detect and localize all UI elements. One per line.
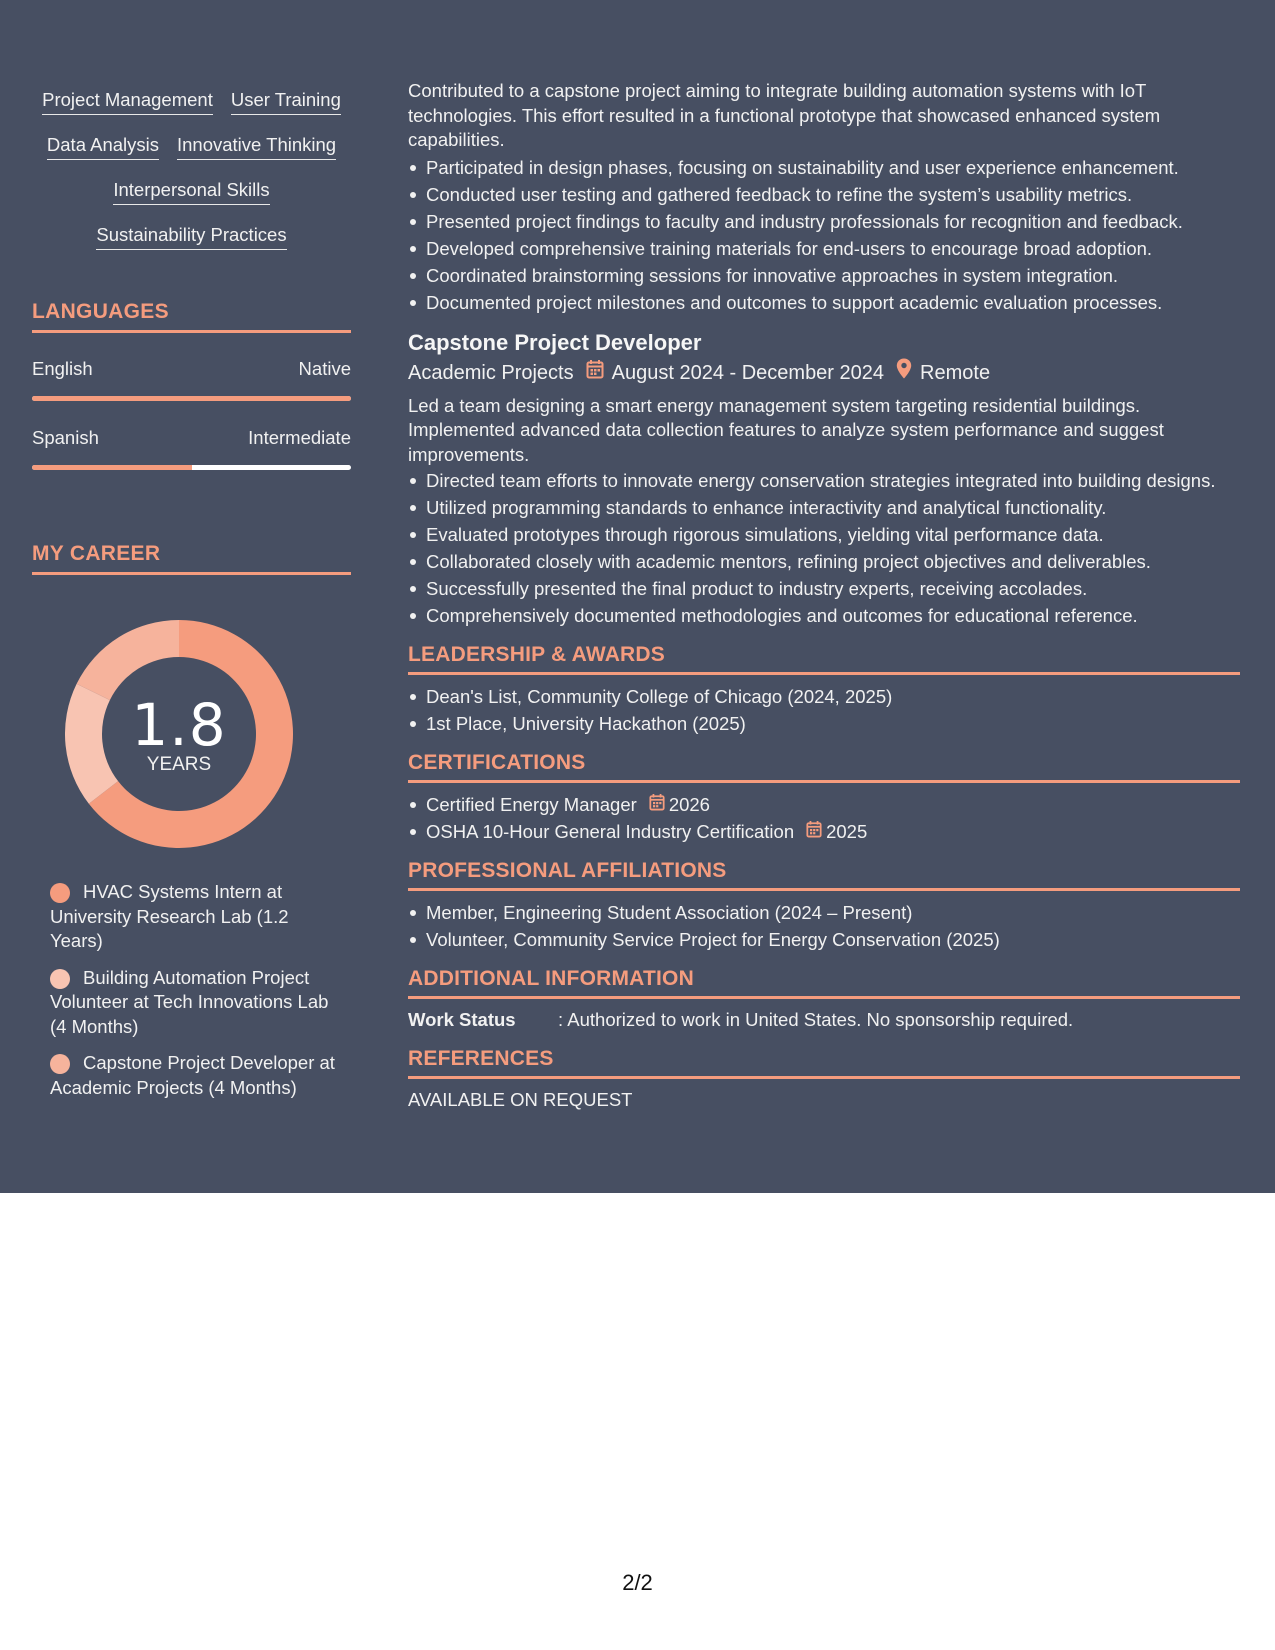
list-item: Comprehensively documented methodologies and outcomes for educational reference. [408,602,1240,629]
certifications-list [408,791,1240,845]
language-proficiency-bar [32,465,351,470]
career-legend-item [50,1051,340,1100]
calendar-icon [649,791,665,818]
skill-tag: Sustainability Practices [96,221,286,250]
additional-info-heading: ADDITIONAL INFORMATION [408,967,1240,999]
list-item [408,818,1240,845]
list-item: Coordinated brainstorming sessions for innovative approaches in system integration. [408,262,1240,289]
skill-tag: Project Management [42,86,213,115]
languages-heading: LANGUAGES [32,300,351,333]
list-item: Evaluated prototypes through rigorous simulations, yielding vital performance data. [408,521,1240,548]
calendar-icon [806,818,822,845]
leadership-list [408,683,1240,737]
list-item: Documented project milestones and outcomes to support academic evaluation processes. [408,289,1240,316]
career-legend-text: Capstone Project Developer at Academic Projects (4 Months) [50,1052,335,1098]
list-item: Presented project findings to faculty and industry professionals for recognition and feedback. [408,208,1240,235]
list-item: Dean's List, Community College of Chicago (2024, 2025) [408,683,1240,710]
sidebar [0,0,383,1193]
references-text: AVAILABLE ON REQUEST [408,1089,633,1110]
career-legend-text: HVAC Systems Intern at University Research Lab (1.2 Years) [50,881,289,951]
language-level: Native [298,358,351,379]
references-heading: REFERENCES [408,1047,1240,1079]
career-total-unit: YEARS [146,754,212,775]
list-item: Conducted user testing and gathered feedback to refine the system’s usability metrics. [408,181,1240,208]
page-number: 2/2 [622,1570,653,1595]
skill-tag: Data Analysis [47,131,159,160]
affiliations-heading: PROFESSIONAL AFFILIATIONS [408,859,1240,891]
list-item: Successfully presented the final product to industry experts, receiving accolades. [408,575,1240,602]
language-name: Spanish [32,427,99,448]
certification-year: 2026 [668,794,710,815]
skill-tag: Innovative Thinking [177,131,336,160]
career-donut-chart [65,620,293,848]
career-heading: MY CAREER [32,542,351,575]
career-legend-item [50,966,340,1040]
career-total-value: 1.8 [131,691,227,759]
main-content [408,79,1240,1113]
job-summary: Led a team designing a smart energy management system targeting residential buildings. Implemented advanced data collection features to analyze system performance and suggest improvements. [408,394,1164,465]
language-spanish [32,427,351,470]
location-pin-icon [896,358,912,388]
list-item: Member, Engineering Student Association (2024 – Present) [408,899,1240,926]
language-name: English [32,358,93,379]
job-meta [408,358,1240,388]
career-legend-item [50,880,340,954]
skills-list [32,86,351,266]
certification-name: Certified Energy Manager [426,794,637,815]
affiliations-list [408,899,1240,953]
list-item: Volunteer, Community Service Project for Energy Conservation (2025) [408,926,1240,953]
work-status-label: Work Status [408,1009,516,1030]
language-proficiency-fill [32,465,192,470]
list-item: Directed team efforts to innovate energy conservation strategies integrated into building designs. [408,467,1240,494]
legend-dot-icon [50,969,70,989]
job-bullets [408,467,1240,629]
list-item: Utilized programming standards to enhance interactivity and analytical functionality. [408,494,1240,521]
career-legend [50,880,340,1112]
language-proficiency-bar [32,396,351,401]
skill-tag: User Training [231,86,341,115]
list-item: Developed comprehensive training materials for end-users to encourage broad adoption. [408,235,1240,262]
leadership-heading: LEADERSHIP & AWARDS [408,643,1240,675]
experience-summary: Contributed to a capstone project aiming to integrate building automation systems with IoT technologies. This effort resulted in a functional prototype that showcased enhanced system capabilities. [408,80,1161,150]
list-item [408,791,1240,818]
list-item: Collaborated closely with academic mentors, refining project objectives and deliverables. [408,548,1240,575]
legend-dot-icon [50,883,70,903]
work-status-value: : Authorized to work in United States. No sponsorship required. [558,1009,1074,1030]
legend-dot-icon [50,1054,70,1074]
career-legend-text: Building Automation Project Volunteer at Tech Innovations Lab (4 Months) [50,966,329,1037]
skill-tag: Interpersonal Skills [113,176,269,205]
list-item: 1st Place, University Hackathon (2025) [408,710,1240,737]
experience-bullets [408,154,1240,316]
certification-year: 2025 [826,821,868,842]
job-dates: August 2024 - December 2024 [611,361,885,384]
certifications-heading: CERTIFICATIONS [408,751,1240,783]
work-status-row [408,1007,1240,1033]
calendar-icon [586,358,604,388]
job-title: Capstone Project Developer [408,329,702,355]
list-item: Participated in design phases, focusing on sustainability and user experience enhancement. [408,154,1240,181]
language-level: Intermediate [248,427,351,448]
certification-name: OSHA 10-Hour General Industry Certification [426,821,795,842]
job-location: Remote [920,361,991,384]
job-company: Academic Projects [408,361,574,384]
language-proficiency-fill [32,396,351,401]
language-english [32,358,351,401]
